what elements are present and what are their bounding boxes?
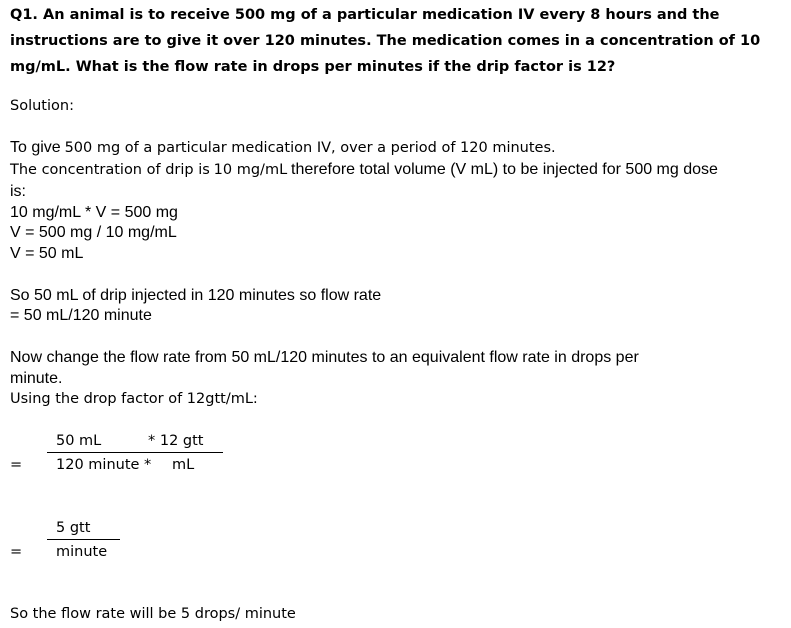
fraction1-equals: = bbox=[10, 457, 23, 473]
convert-line-2: minute. bbox=[10, 370, 63, 387]
intro-text-b: 500 mg of a particular medication IV, over a period of 120 minutes. bbox=[64, 140, 556, 156]
calc-line-2: V = 500 mg / 10 mg/mL bbox=[10, 224, 177, 241]
concentration-text-c: therefore total volume (V mL) to be injected for 500 mg dose bbox=[291, 161, 718, 178]
solution-label: Solution: bbox=[10, 98, 74, 114]
concentration-line bbox=[10, 160, 718, 180]
fraction1-den-right: mL bbox=[172, 457, 195, 473]
flow-line-1: So 50 mL of drip injected in 120 minutes so flow rate bbox=[10, 287, 382, 304]
fraction2-den: minute bbox=[56, 544, 108, 560]
fraction2-num: 5 gtt bbox=[56, 520, 91, 536]
concentration-line-2: is: bbox=[10, 183, 26, 200]
fraction1-rule bbox=[47, 452, 223, 453]
convert-line-1: Now change the flow rate from 50 mL/120 minutes to an equivalent flow rate in drops per bbox=[10, 349, 639, 366]
fraction2-equals: = bbox=[10, 544, 23, 560]
intro-line bbox=[10, 138, 556, 158]
fraction2-rule bbox=[47, 539, 120, 540]
calc-line-3: V = 50 mL bbox=[10, 245, 84, 262]
calc-line-1: 10 mg/mL * V = 500 mg bbox=[10, 204, 178, 221]
fraction1-num-left: 50 mL bbox=[56, 433, 102, 449]
conclusion-line: So the flow rate will be 5 drops/ minute bbox=[10, 606, 296, 622]
intro-text-a: To give bbox=[10, 139, 61, 156]
question-text: Q1. An animal is to receive 500 mg of a particular medication IV every 8 hours and the instructions are to give it over 120 minutes. The medication comes in a concentration of 10 mg/mL. What is the flow rate in drops per minutes if the drip factor is 12? bbox=[10, 7, 761, 75]
fraction1-den-left: 120 minute * bbox=[56, 457, 152, 473]
concentration-text-a: The concentration of drip is bbox=[10, 162, 210, 178]
fraction1-num-right: * 12 gtt bbox=[148, 433, 204, 449]
flow-line-2: = 50 mL/120 minute bbox=[10, 307, 152, 324]
concentration-text-b: 10 mg/mL bbox=[213, 162, 288, 178]
drop-factor-line: Using the drop factor of 12gtt/mL: bbox=[10, 391, 258, 407]
